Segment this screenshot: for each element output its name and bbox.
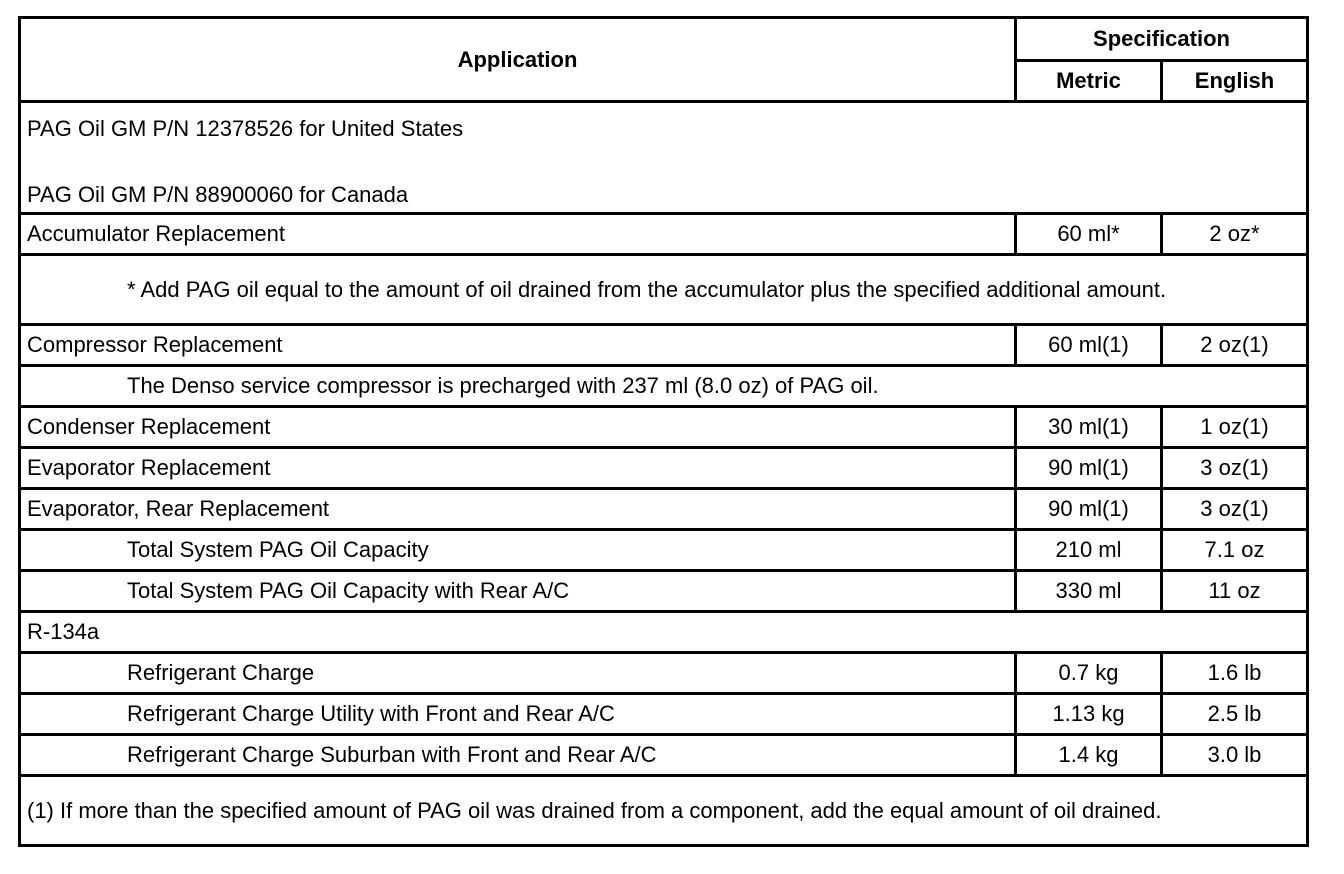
table-row — [20, 325, 1308, 366]
pag-oil-part-numbers — [20, 102, 1308, 214]
application-cell: Accumulator Replacement — [20, 214, 1016, 255]
application-cell: Refrigerant Charge Suburban with Front and Rear A/C — [20, 735, 1016, 776]
specification-table — [18, 16, 1309, 847]
english-cell: 1.6 lb — [1162, 653, 1308, 694]
metric-cell: 1.4 kg — [1016, 735, 1162, 776]
application-cell: Condenser Replacement — [20, 407, 1016, 448]
english-cell: 3 oz(1) — [1162, 448, 1308, 489]
metric-cell: 90 ml(1) — [1016, 448, 1162, 489]
application-header: Application — [20, 18, 1016, 102]
english-cell: 11 oz — [1162, 571, 1308, 612]
english-header: English — [1162, 61, 1308, 102]
section-row — [20, 612, 1308, 653]
table-row — [20, 530, 1308, 571]
table-row — [20, 214, 1308, 255]
note-row — [20, 255, 1308, 325]
metric-cell: 60 ml* — [1016, 214, 1162, 255]
application-cell: Total System PAG Oil Capacity with Rear A/C — [20, 571, 1016, 612]
metric-cell: 330 ml — [1016, 571, 1162, 612]
application-cell: Compressor Replacement — [20, 325, 1016, 366]
pag-oil-canada: PAG Oil GM P/N 88900060 for Canada — [27, 181, 409, 207]
pag-oil-us: PAG Oil GM P/N 12378526 for United States — [27, 115, 464, 141]
english-cell: 2.5 lb — [1162, 694, 1308, 735]
refrigerant-section: R-134a — [20, 612, 1308, 653]
accumulator-note: * Add PAG oil equal to the amount of oil drained from the accumulator plus the specified additional amount. — [20, 255, 1308, 325]
english-cell: 7.1 oz — [1162, 530, 1308, 571]
metric-cell: 1.13 kg — [1016, 694, 1162, 735]
application-cell: Evaporator, Rear Replacement — [20, 489, 1016, 530]
metric-cell: 60 ml(1) — [1016, 325, 1162, 366]
compressor-note: The Denso service compressor is precharged with 237 ml (8.0 oz) of PAG oil. — [20, 366, 1308, 407]
metric-header: Metric — [1016, 61, 1162, 102]
english-cell: 1 oz(1) — [1162, 407, 1308, 448]
table-row — [20, 407, 1308, 448]
metric-cell: 0.7 kg — [1016, 653, 1162, 694]
specification-header: Specification — [1016, 18, 1308, 61]
application-cell: Total System PAG Oil Capacity — [20, 530, 1016, 571]
table-row — [20, 653, 1308, 694]
footnote: (1) If more than the specified amount of PAG oil was drained from a component, add the equal amount of oil drained. — [20, 776, 1308, 846]
table-row — [20, 694, 1308, 735]
english-cell: 2 oz* — [1162, 214, 1308, 255]
table-row — [20, 448, 1308, 489]
metric-cell: 30 ml(1) — [1016, 407, 1162, 448]
metric-cell: 90 ml(1) — [1016, 489, 1162, 530]
english-cell: 3.0 lb — [1162, 735, 1308, 776]
metric-cell: 210 ml — [1016, 530, 1162, 571]
table-row — [20, 489, 1308, 530]
english-cell: 3 oz(1) — [1162, 489, 1308, 530]
application-cell: Evaporator Replacement — [20, 448, 1016, 489]
footnote-row — [20, 776, 1308, 846]
application-cell: Refrigerant Charge — [20, 653, 1016, 694]
application-cell: Refrigerant Charge Utility with Front and Rear A/C — [20, 694, 1016, 735]
table-row — [20, 735, 1308, 776]
english-cell: 2 oz(1) — [1162, 325, 1308, 366]
note-row — [20, 366, 1308, 407]
table-row — [20, 571, 1308, 612]
